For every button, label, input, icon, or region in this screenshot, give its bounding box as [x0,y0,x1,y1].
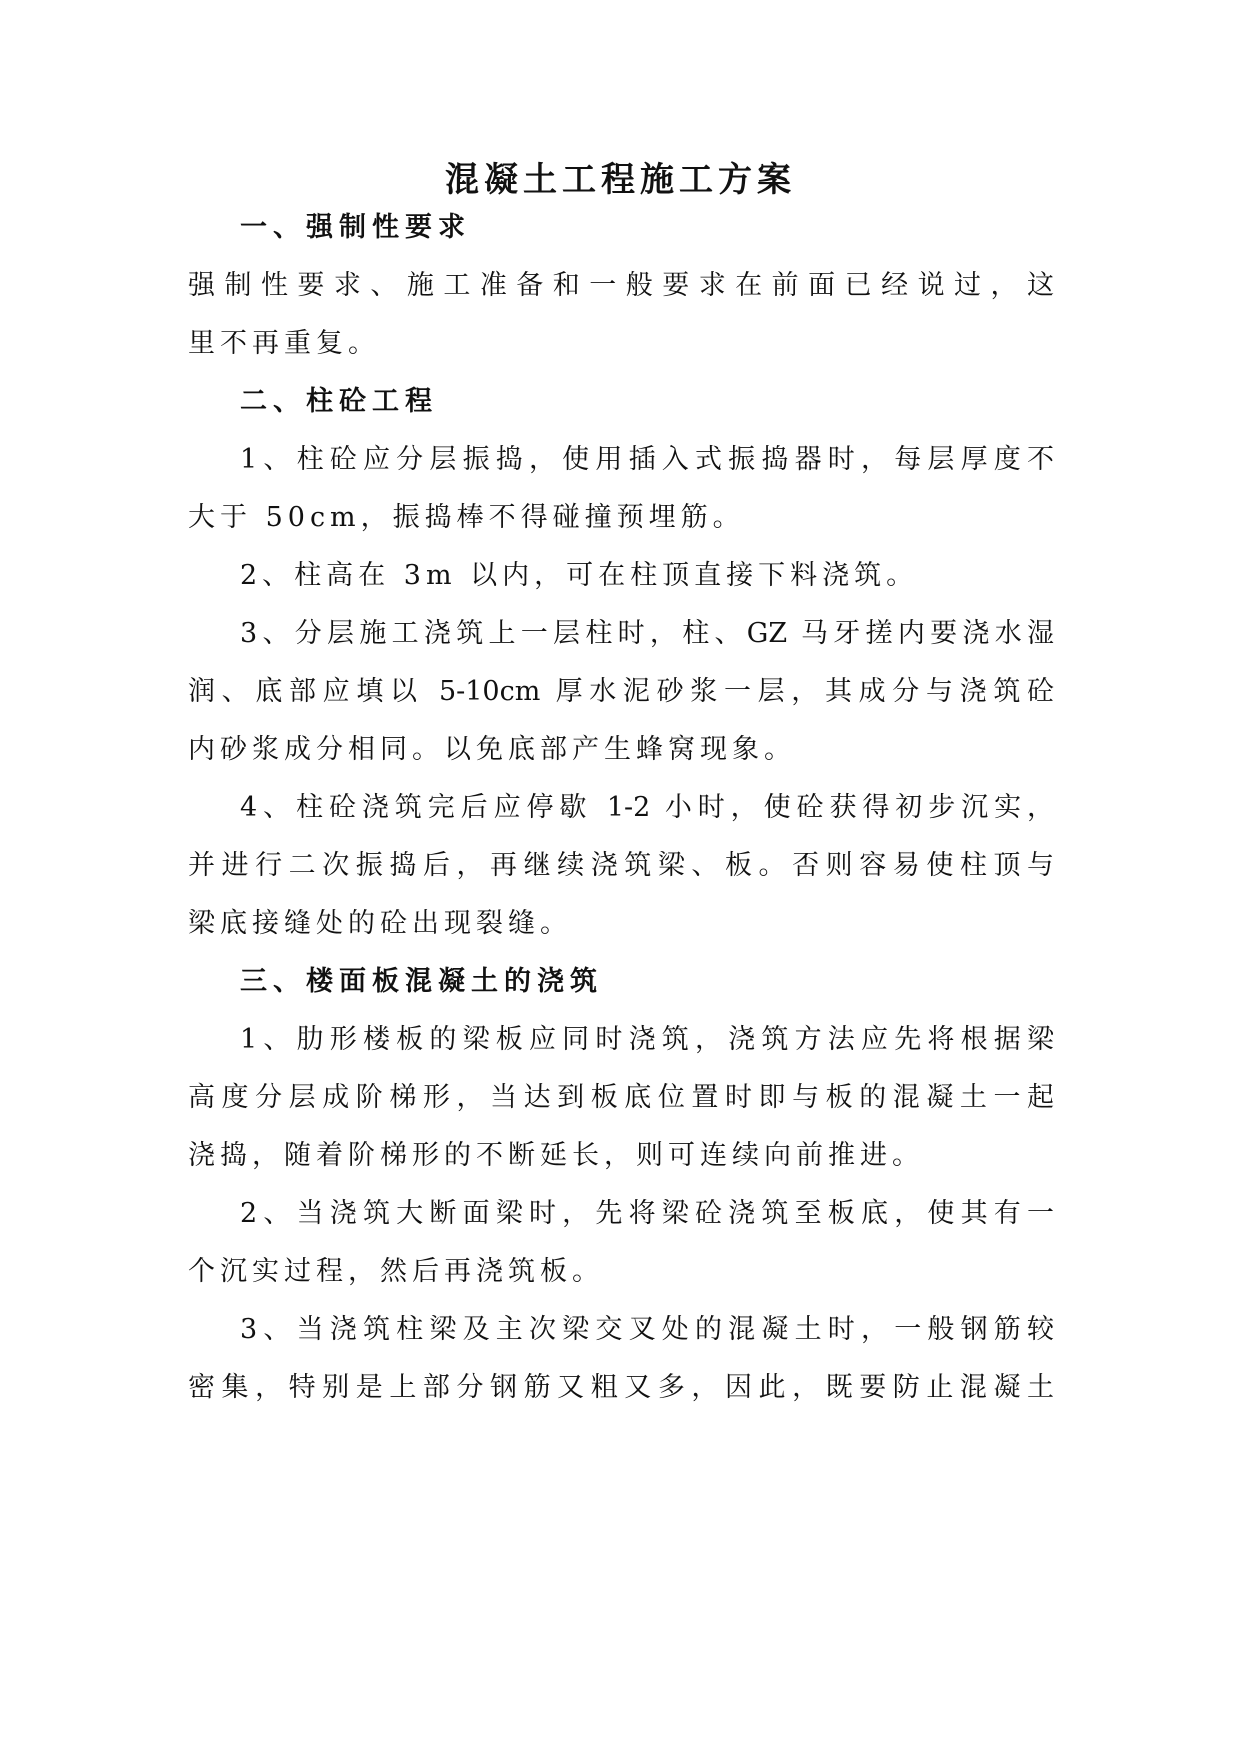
paragraph-line: 4、柱砼浇筑完后应停歇 1-2 小时，使砼获得初步沉实， [240,792,1054,823]
paragraph-line: 并进行二次振捣后，再继续浇筑梁、板。否则容易使柱顶与 [188,850,1054,881]
paragraph-line: 浇捣，随着阶梯形的不断延长，则可连续向前推进。 [188,1140,924,1171]
paragraph-line: 大于 50cm，振捣棒不得碰撞预埋筋。 [188,502,745,533]
paragraph-line: 密集，特别是上部分钢筋又粗又多，因此，既要防止混凝土 [188,1372,1054,1403]
document-title: 混凝土工程施工方案 [445,160,796,200]
paragraph-line: 2、当浇筑大断面梁时，先将梁砼浇筑至板底，使其有一 [240,1198,1054,1229]
paragraph-line: 里不再重复。 [188,328,380,359]
paragraph-line: 内砂浆成分相同。以免底部产生蜂窝现象。 [188,734,796,765]
paragraph-line: 2、柱高在 3m 以内，可在柱顶直接下料浇筑。 [240,560,919,591]
section-heading: 一、强制性要求 [240,212,471,243]
paragraph-line: 高度分层成阶梯形，当达到板底位置时即与板的混凝土一起 [188,1082,1054,1113]
paragraph-line: 个沉实过程，然后再浇筑板。 [188,1256,604,1287]
paragraph-line: 梁底接缝处的砼出现裂缝。 [188,908,572,939]
section-heading: 三、楼面板混凝土的浇筑 [240,966,603,997]
paragraph-line: 1、肋形楼板的梁板应同时浇筑，浇筑方法应先将根据梁 [240,1024,1054,1055]
paragraph-line: 强制性要求、施工准备和一般要求在前面已经说过，这 [188,270,1054,301]
paragraph-line: 润、底部应填以 5-10cm 厚水泥砂浆一层，其成分与浇筑砼 [188,676,1054,707]
paragraph-line: 1、柱砼应分层振捣，使用插入式振捣器时，每层厚度不 [240,444,1054,475]
paragraph-line: 3、当浇筑柱梁及主次梁交叉处的混凝土时，一般钢筋较 [240,1314,1054,1345]
section-heading: 二、柱砼工程 [240,386,438,417]
paragraph-line: 3、分层施工浇筑上一层柱时，柱、GZ 马牙搓内要浇水湿 [240,618,1054,649]
